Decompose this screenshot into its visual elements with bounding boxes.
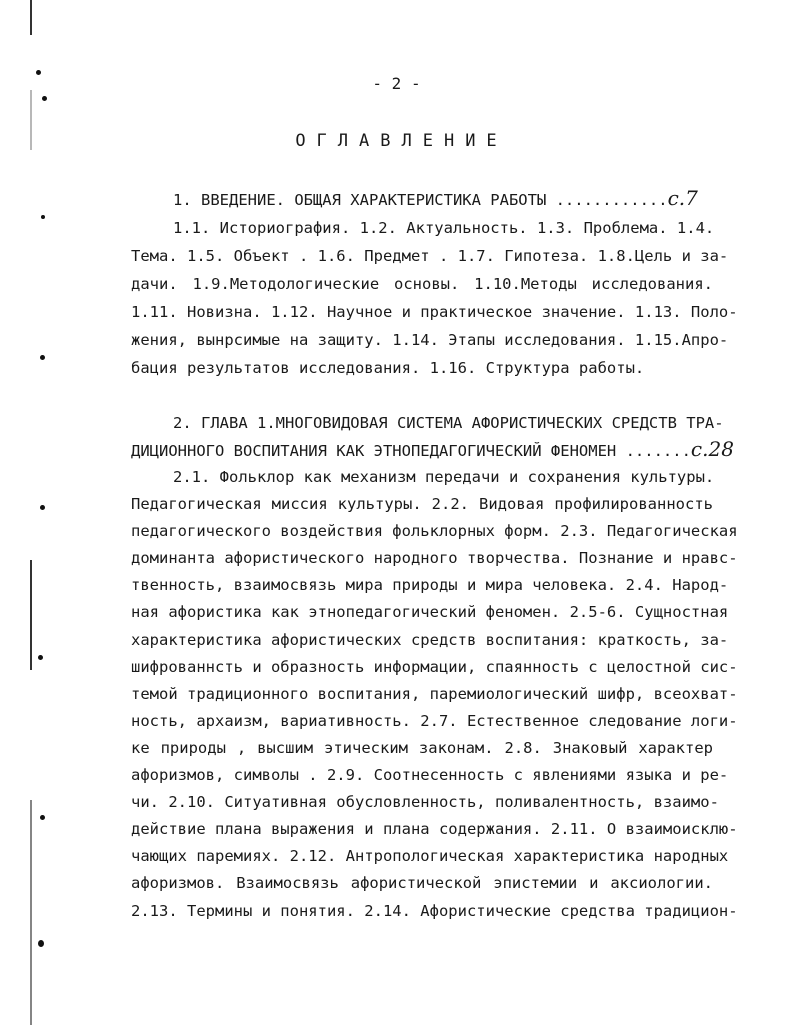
scan-dot [40, 505, 45, 510]
scan-margin-marks [30, 0, 32, 1025]
section-2-heading [131, 410, 734, 464]
text-line: 1.1. Историография. 1.2. Актуальность. 1.3. Проблема. 1.4. [173, 219, 715, 237]
section-1-body [131, 214, 738, 382]
text-line: афоризмов. Взаимосвязь афористической эпистемии и аксиологии. [131, 874, 713, 893]
text-line: доминанта афористического народного творчества. Познание и нравс- [131, 549, 738, 568]
scan-dot [38, 655, 43, 660]
text-line: темой традиционного воспитания, паремиологический шифр, всеохват- [131, 684, 738, 703]
scan-dot [41, 215, 45, 219]
text-line: 1.11. Новизна. 1.12. Научное и практическое значение. 1.13. Поло- [131, 303, 738, 321]
text-line: действие плана выражения и плана содержания. 2.11. О взаимоисклю- [131, 820, 738, 839]
section-2-page-ref: с.28 [690, 437, 734, 461]
text-line: ность, архаизм, вариативность. 2.7. Естественное следование логи- [131, 711, 738, 730]
section-1-heading [131, 186, 713, 210]
text-line: афоризмов, символы . 2.9. Соотнесенность с явлениями языка и ре- [131, 766, 729, 785]
text-line: Тема. 1.5. Объект . 1.6. Предмет . 1.7. Гипотеза. 1.8.Цель и за- [131, 247, 729, 265]
scan-line-segment [30, 800, 32, 1025]
text-line: Педагогическая миссия культуры. 2.2. Видовая профилированность [131, 495, 713, 514]
text-line: педагогического воздействия фольклорных форм. 2.3. Педагогическая [131, 522, 738, 541]
text-line: ке природы , высшим этическим законам. 2.8. Знаковый характер [131, 738, 713, 757]
text-line: твенность, взаимосвязь мира природы и мира человека. 2.4. Народ- [131, 576, 729, 595]
section-1-page-ref: с.7 [667, 186, 698, 210]
text-line: шифрованнсть и образность информации, спаянность с целостной сис- [131, 657, 738, 676]
section-2-body [131, 464, 738, 925]
section-2-title-line: 2. ГЛАВА 1.МНОГОВИДОВАЯ СИСТЕМА АФОРИСТИЧЕСКИХ СРЕДСТВ ТРА- [173, 414, 724, 432]
text-line: жения, вынрсимые на защиту. 1.14. Этапы исследования. 1.15.Апро- [131, 331, 729, 349]
scan-dot [42, 96, 47, 101]
text-line: характеристика афористических средств воспитания: краткость, за- [131, 630, 729, 649]
scan-dot [40, 355, 45, 360]
text-line: ная афористика как этнопедагогический феномен. 2.5-6. Сущностная [131, 603, 729, 622]
scan-dot [38, 940, 44, 947]
section-1-title: 1. ВВЕДЕНИЕ. ОБЩАЯ ХАРАКТЕРИСТИКА РАБОТЫ ............ [173, 191, 668, 209]
section-2-title-line: ДИЦИОННОГО ВОСПИТАНИЯ КАК ЭТНОПЕДАГОГИЧЕСКИЙ ФЕНОМЕН ....... [131, 442, 691, 460]
text-line: 2.1. Фольклор как механизм передачи и сохранения культуры. [173, 468, 715, 486]
page-number: - 2 - [372, 74, 421, 93]
text-line: 2.13. Термины и понятия. 2.14. Афористические средства традицион- [131, 901, 738, 920]
scan-dot [40, 815, 45, 820]
scan-line-segment [30, 560, 32, 670]
text-line: чи. 2.10. Ситуативная обусловленность, поливалентность, взаимо- [131, 793, 719, 812]
table-of-contents-title: ОГЛАВЛЕНИЕ [295, 131, 508, 151]
text-line: бация результатов исследования. 1.16. Структура работы. [131, 359, 645, 377]
scan-line-segment [30, 0, 32, 35]
text-line: дачи. 1.9.Методологические основы. 1.10.Методы исследования. [131, 275, 713, 293]
text-line: чающих паремиях. 2.12. Антропологическая характеристика народных [131, 847, 729, 866]
